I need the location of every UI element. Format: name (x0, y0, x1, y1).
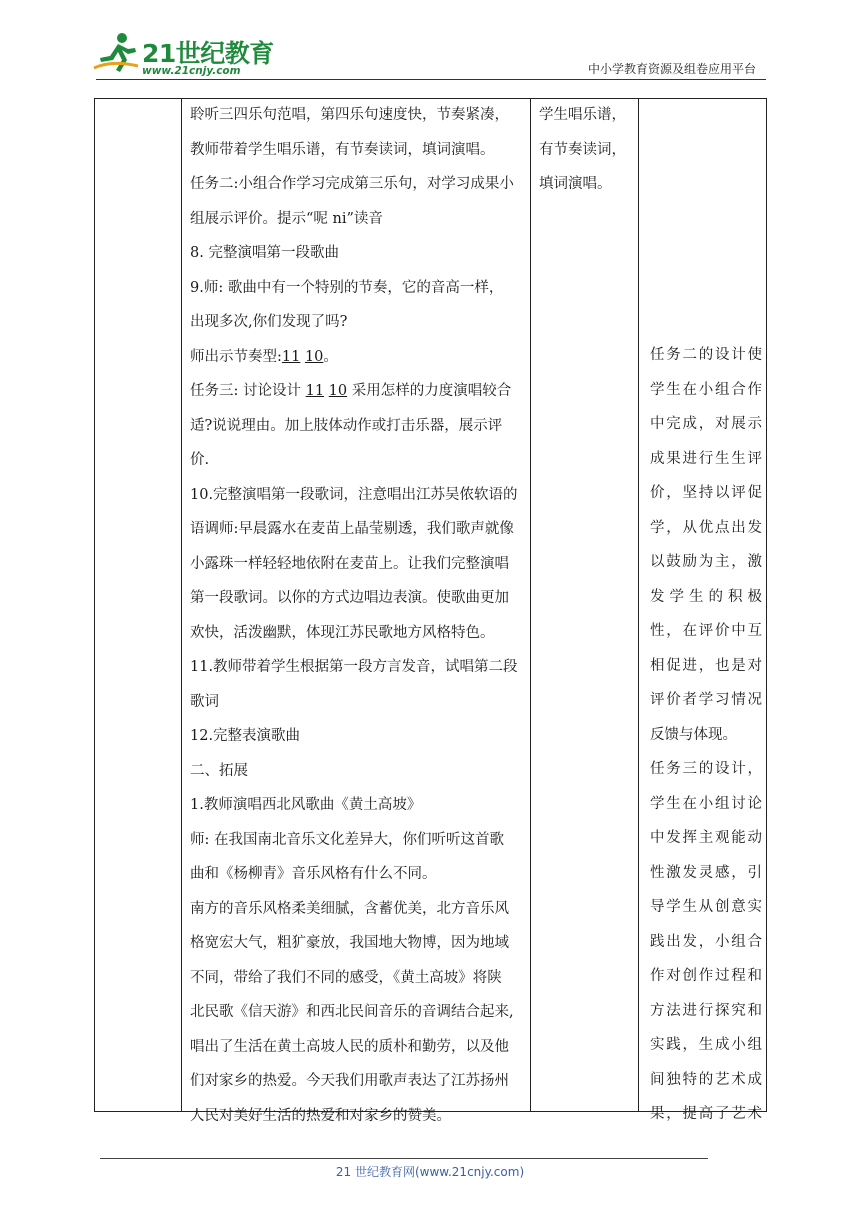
text-line: 导学生从创意实 (650, 899, 762, 915)
lesson-table (94, 98, 767, 1124)
text-line: 适?说说理由。加上肢体动作或打击乐器，展示评 (190, 417, 503, 434)
text-line: 价. (190, 452, 210, 468)
text-line: 9.师: 歌曲中有一个特别的节奏，它的音高一样， (190, 279, 504, 296)
text-line: 中完成，对展示 (650, 416, 762, 432)
text-line: 教师带着学生唱乐谱，有节奏读词，填词演唱。 (190, 141, 495, 158)
logo-url: www.21cnjy.com (142, 65, 241, 77)
site-logo[interactable] (92, 30, 272, 80)
text-line: 反馈与体现。 (650, 726, 737, 743)
table-border-right (766, 98, 767, 1112)
footer-link[interactable]: 21 世纪教育网(www.21cnjy.com) (335, 1165, 525, 1179)
text-line: 歌词 (190, 693, 219, 710)
text-line: 出现多次,你们发现了吗? (190, 314, 348, 330)
footer-divider (100, 1158, 708, 1159)
design-intent-cell (650, 338, 762, 1132)
text-line: 方法进行探究和 (650, 1002, 762, 1019)
text-line: 果，提高了艺术 (650, 1106, 762, 1122)
text-line: 10.完整演唱第一段歌词，注意唱出江苏吴侬软语的 (190, 486, 518, 503)
text-line: 不同，带给了我们不同的感受，《黄土高坡》将陕 (190, 969, 502, 986)
text-line: 以鼓励为主，激 (650, 554, 762, 570)
text-line: 发学生的积极 (650, 588, 762, 605)
text-line: 格宽宏大气，粗犷豪放，我国地大物博，因为地域 (190, 935, 509, 951)
text-line: 师: 在我国南北音乐文化差异大，你们听听这首歌 (190, 831, 504, 848)
teaching-process-cell (190, 98, 532, 1133)
text-line: 相促进，也是对 (650, 657, 762, 674)
text-line: 学生在小组合作 (650, 381, 762, 398)
text-line: 实践，生成小组 (650, 1037, 762, 1053)
text-line: 南方的音乐风格柔美细腻，含蓄优美，北方音乐风 (190, 900, 509, 917)
text-line: 北民歌《信天游》和西北民间音乐的音调结合起来, (190, 1004, 514, 1020)
header-divider (96, 79, 766, 80)
text-line: 践出发，小组合 (650, 933, 762, 950)
text-line: 聆听三四乐句范唱，第四乐句速度快，节奏紧凑， (190, 107, 509, 123)
rhythm-notation: 10 (304, 348, 324, 365)
platform-title: 中小学教育资源及组卷应用平台 (587, 62, 756, 76)
text-line: 价，坚持以评促 (650, 485, 762, 501)
table-border-left (94, 98, 95, 1112)
rhythm-line: 师出示节奏型:11 10。 (190, 348, 338, 365)
rhythm-notation: 11 (281, 348, 301, 365)
text-line: 性，在评价中互 (650, 623, 762, 639)
table-column-divider (638, 98, 639, 1112)
text-line: 填词演唱。 (539, 176, 612, 192)
text-line: 有节奏读词， (539, 141, 626, 158)
logo-text: 21世纪教育 (142, 39, 274, 68)
page-header (0, 0, 860, 90)
rhythm-notation: 10 (328, 383, 348, 399)
runner-logo-icon (92, 30, 140, 76)
text-line: 成果进行生生评 (650, 450, 762, 467)
text-line: 性激发灵感，引 (650, 864, 762, 881)
text-line: 学生唱乐谱， (539, 107, 626, 123)
text-line: 任务二的设计使 (650, 347, 762, 363)
text-line: 学生在小组讨论 (650, 795, 762, 812)
student-activity-cell (539, 98, 631, 202)
text-line: 评价者学习情况 (650, 692, 762, 708)
text-line: 8. 完整演唱第一段歌曲 (190, 245, 339, 261)
text-line: 组展示评价。提示“呢 ni”读音 (190, 210, 383, 227)
text-line: 学，从优点出发 (650, 519, 762, 536)
text-line: 12.完整表演歌曲 (190, 728, 301, 744)
text-line: 1.教师演唱西北风歌曲《黄土高坡》 (190, 797, 422, 813)
text-line: 11.教师带着学生根据第一段方言发音，试唱第二段 (190, 659, 518, 675)
rhythm-notation: 11 (305, 383, 325, 399)
text-line: 中发挥主观能动 (650, 830, 762, 846)
table-column-divider (181, 98, 182, 1112)
section-heading: 二、拓展 (190, 762, 248, 779)
rhythm-task-line: 任务三: 讨论设计 11 10 采用怎样的力度演唱较合 (190, 383, 512, 399)
text-line: 任务三的设计， (650, 761, 762, 777)
text-line: 曲和《杨柳青》音乐风格有什么不同。 (190, 866, 437, 882)
text-line: 第一段歌词。以你的方式边唱边表演。使歌曲更加 (190, 590, 509, 606)
text-line: 语调师:早晨露水在麦苗上晶莹剔透，我们歌声就像 (190, 521, 514, 537)
text-line: 任务二:小组合作学习完成第三乐句，对学习成果小 (190, 176, 514, 192)
text-line: 人民对美好生活的热爱和对家乡的赞美。 (190, 1107, 451, 1124)
text-line: 欢快，活泼幽默，体现江苏民歌地方风格特色。 (190, 624, 495, 641)
text-line: 们对家乡的热爱。今天我们用歌声表达了江苏扬州 (190, 1073, 509, 1089)
text-line: 间独特的艺术成 (650, 1071, 762, 1088)
text-line: 唱出了生活在黄土高坡人民的质朴和勤劳，以及他 (190, 1038, 509, 1055)
text-line: 作对创作过程和 (650, 968, 762, 984)
text-line: 小露珠一样轻轻地依附在麦苗上。让我们完整演唱 (190, 555, 509, 572)
